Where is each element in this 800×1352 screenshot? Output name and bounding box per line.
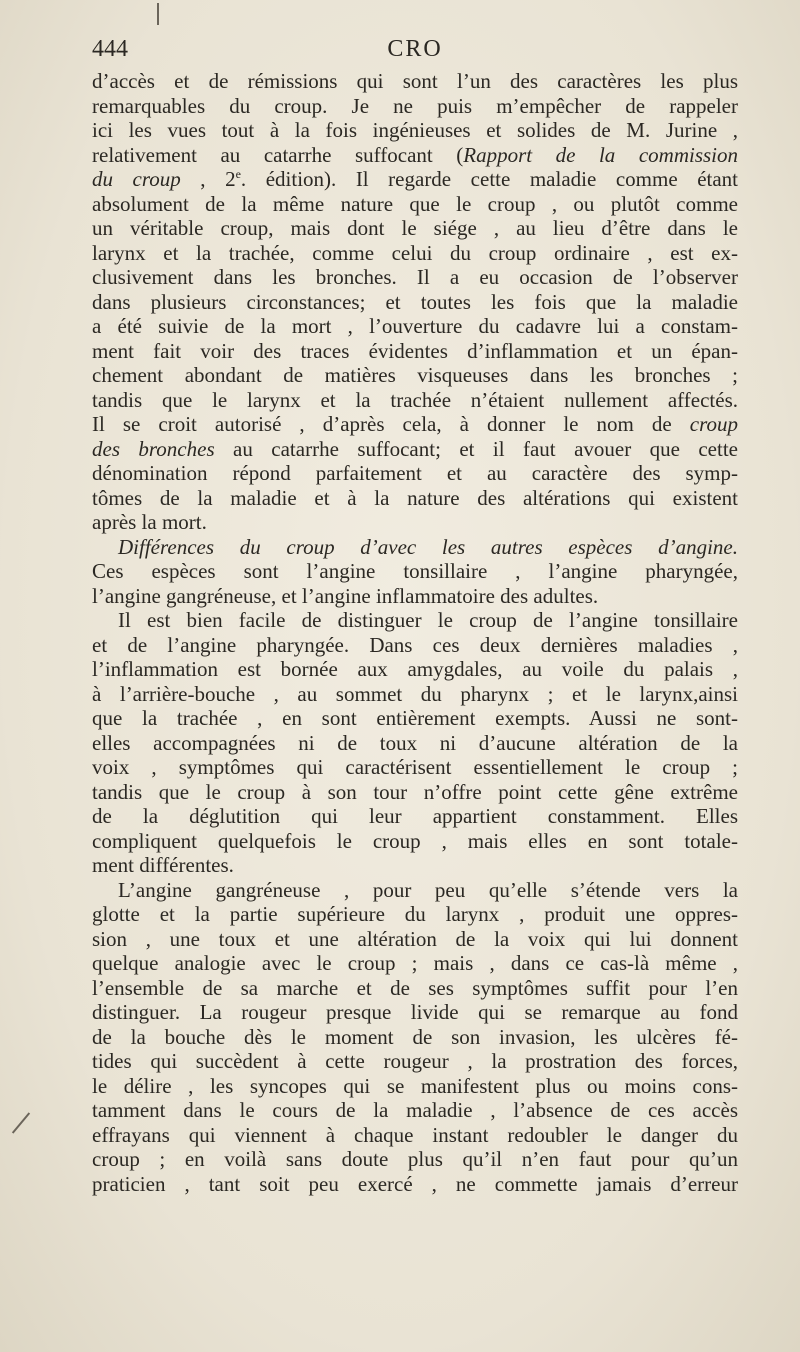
text-segment: tides qui succèdent à cette rougeur , la prostration des forces, bbox=[92, 1049, 738, 1073]
text-segment: relativement au catarrhe suffocant ( bbox=[92, 142, 464, 167]
text-line bbox=[92, 853, 738, 878]
text-line bbox=[92, 633, 738, 658]
margin-pen-stroke bbox=[157, 3, 159, 25]
text-line bbox=[92, 559, 738, 584]
text-line bbox=[92, 339, 738, 364]
text-segment: compliquent quelquefois le croup , mais elles en sont totale- bbox=[92, 828, 738, 853]
text-segment: d’accès et de rémissions qui sont l’un des caractères les plus bbox=[92, 69, 738, 93]
text-line bbox=[92, 265, 738, 290]
text-segment: l’angine gangréneuse, et l’angine inflammatoire des adultes. bbox=[92, 583, 599, 608]
text-segment: Il est bien facile de distinguer le croup de l’angine tonsillaire bbox=[118, 608, 738, 632]
text-line bbox=[92, 902, 738, 927]
text-line bbox=[92, 94, 738, 119]
text-segment: . édition). Il regarde cette maladie comme étant bbox=[240, 167, 739, 191]
text-segment: clusivement dans les bronches. Il a eu occasion de l’observer bbox=[92, 265, 738, 289]
superscript: e bbox=[235, 167, 241, 181]
text-segment: au catarrhe suffocant; et il faut avouer que cette bbox=[214, 436, 738, 461]
text-segment: , 2 bbox=[180, 167, 236, 191]
text-segment: que la trachée , en sont entièrement exempts. Aussi ne sont- bbox=[92, 706, 738, 730]
text-segment: L’angine gangréneuse , pour peu qu’elle s’étende vers la bbox=[118, 877, 738, 902]
italic-text: Différences du croup d’avec les autres espèces d’angine. bbox=[118, 534, 738, 559]
text-segment: à l’arrière-bouche , au sommet du pharynx ; et le larynx,ainsi bbox=[92, 681, 738, 706]
text-line bbox=[92, 780, 738, 805]
text-line bbox=[92, 192, 738, 217]
text-line bbox=[92, 461, 738, 486]
text-line bbox=[92, 1025, 738, 1050]
italic-text: croup bbox=[689, 412, 738, 436]
text-segment: voix , symptômes qui caractérisent essentiellement le croup ; bbox=[92, 755, 738, 779]
text-segment: de la bouche dès le moment de son invasion, les ulcères fé- bbox=[92, 1024, 738, 1049]
text-line bbox=[92, 755, 738, 780]
text-line bbox=[92, 927, 738, 952]
text-segment: ment différentes. bbox=[92, 853, 234, 877]
text-line bbox=[92, 1000, 738, 1025]
running-head: CRO bbox=[387, 36, 443, 62]
text-segment: praticien , tant soit peu exercé , ne commette jamais d’erreur bbox=[92, 1171, 738, 1196]
text-line bbox=[92, 951, 738, 976]
text-line bbox=[92, 486, 738, 511]
text-segment: Ces espèces sont l’angine tonsillaire , l’angine pharyngée, bbox=[92, 559, 738, 583]
italic-text: Rapport de la commission bbox=[463, 142, 738, 167]
text-line bbox=[92, 216, 738, 241]
text-segment: ici les vues tout à la fois ingénieuses et solides de M. Jurine , bbox=[92, 118, 738, 142]
text-segment: distinguer. La rougeur presque livide qui se remarque au fond bbox=[92, 1000, 738, 1024]
page-header bbox=[92, 36, 738, 68]
text-segment: Il se croit autorisé , d’après cela, à donner le nom de bbox=[92, 412, 690, 436]
text-line bbox=[92, 363, 738, 388]
text-line bbox=[92, 412, 738, 437]
text-line bbox=[92, 290, 738, 315]
text-segment: de la déglutition qui leur appartient constamment. Elles bbox=[92, 804, 738, 828]
text-line bbox=[92, 1123, 738, 1148]
text-line bbox=[92, 706, 738, 731]
text-segment: glotte et la partie supérieure du larynx , produit une oppres- bbox=[92, 902, 738, 926]
body-text bbox=[92, 69, 738, 1196]
text-line bbox=[92, 657, 738, 682]
text-segment: tamment dans le cours de la maladie , l’absence de ces accès bbox=[92, 1098, 738, 1122]
text-segment: remarquables du croup. Je ne puis m’empêcher de rappeler bbox=[92, 93, 738, 118]
text-segment: l’ensemble de sa marche et de ses symptômes suffit pour l’en bbox=[92, 975, 738, 1000]
text-segment: et de l’angine pharyngée. Dans ces deux dernières maladies , bbox=[92, 632, 738, 657]
text-line bbox=[92, 314, 738, 339]
text-segment: sion , une toux et une altération de la voix qui lui donnent bbox=[92, 926, 738, 951]
text-line bbox=[92, 143, 738, 168]
text-line bbox=[92, 1098, 738, 1123]
margin-pen-stroke bbox=[12, 1112, 30, 1133]
text-segment: effrayans qui viennent à chaque instant redoubler le danger du bbox=[92, 1122, 738, 1147]
text-line bbox=[92, 167, 738, 192]
page-number: 444 bbox=[92, 36, 128, 62]
text-line bbox=[92, 1049, 738, 1074]
text-line bbox=[92, 584, 738, 609]
text-line bbox=[92, 682, 738, 707]
text-segment: l’inflammation est bornée aux amygdales, au voile du palais , bbox=[92, 657, 738, 681]
text-segment: chement abondant de matières visqueuses dans les bronches ; bbox=[92, 363, 738, 387]
text-segment: elles accompagnées ni de toux ni d’aucune altération de la bbox=[92, 730, 738, 755]
text-line bbox=[92, 878, 738, 903]
text-line bbox=[92, 804, 738, 829]
text-segment: dans plusieurs circonstances; et toutes les fois que la maladie bbox=[92, 289, 738, 314]
text-segment: un véritable croup, mais dont le siége , au lieu d’être dans le bbox=[92, 216, 738, 240]
text-line bbox=[92, 388, 738, 413]
text-segment: ment fait voir des traces évidentes d’inflammation et un épan- bbox=[92, 338, 738, 363]
text-segment: dénomination répond parfaitement et au caractère des symp- bbox=[92, 461, 738, 485]
text-segment: absolument de la même nature que le croup , ou plutôt comme bbox=[92, 191, 738, 216]
text-segment: croup ; en voilà sans doute plus qu’il n’en faut pour qu’un bbox=[92, 1147, 738, 1171]
text-line bbox=[92, 1172, 738, 1197]
text-line bbox=[92, 241, 738, 266]
italic-text: des bronches bbox=[92, 436, 215, 461]
text-line bbox=[92, 829, 738, 854]
text-line bbox=[92, 69, 738, 94]
text-segment: quelque analogie avec le croup ; mais , dans ce cas-là même , bbox=[92, 951, 738, 975]
text-segment: tandis que le larynx et la trachée n’étaient nullement affectés. bbox=[92, 387, 738, 412]
text-line bbox=[92, 118, 738, 143]
text-segment: tômes de la maladie et à la nature des altérations qui existent bbox=[92, 485, 738, 510]
text-line bbox=[92, 608, 738, 633]
italic-text: du croup bbox=[92, 167, 181, 191]
text-line bbox=[92, 535, 738, 560]
text-segment: larynx et la trachée, comme celui du croup ordinaire , est ex- bbox=[92, 240, 738, 265]
text-segment: a été suivie de la mort , l’ouverture du cadavre lui a constam- bbox=[92, 314, 738, 338]
text-line bbox=[92, 731, 738, 756]
text-line bbox=[92, 437, 738, 462]
text-segment: après la mort. bbox=[92, 510, 207, 534]
text-line bbox=[92, 510, 738, 535]
text-segment: tandis que le croup à son tour n’offre point cette gêne extrême bbox=[92, 779, 738, 804]
text-line bbox=[92, 1147, 738, 1172]
text-segment: le délire , les syncopes qui se manifestent plus ou moins cons- bbox=[92, 1073, 738, 1098]
text-line bbox=[92, 1074, 738, 1099]
text-line bbox=[92, 976, 738, 1001]
